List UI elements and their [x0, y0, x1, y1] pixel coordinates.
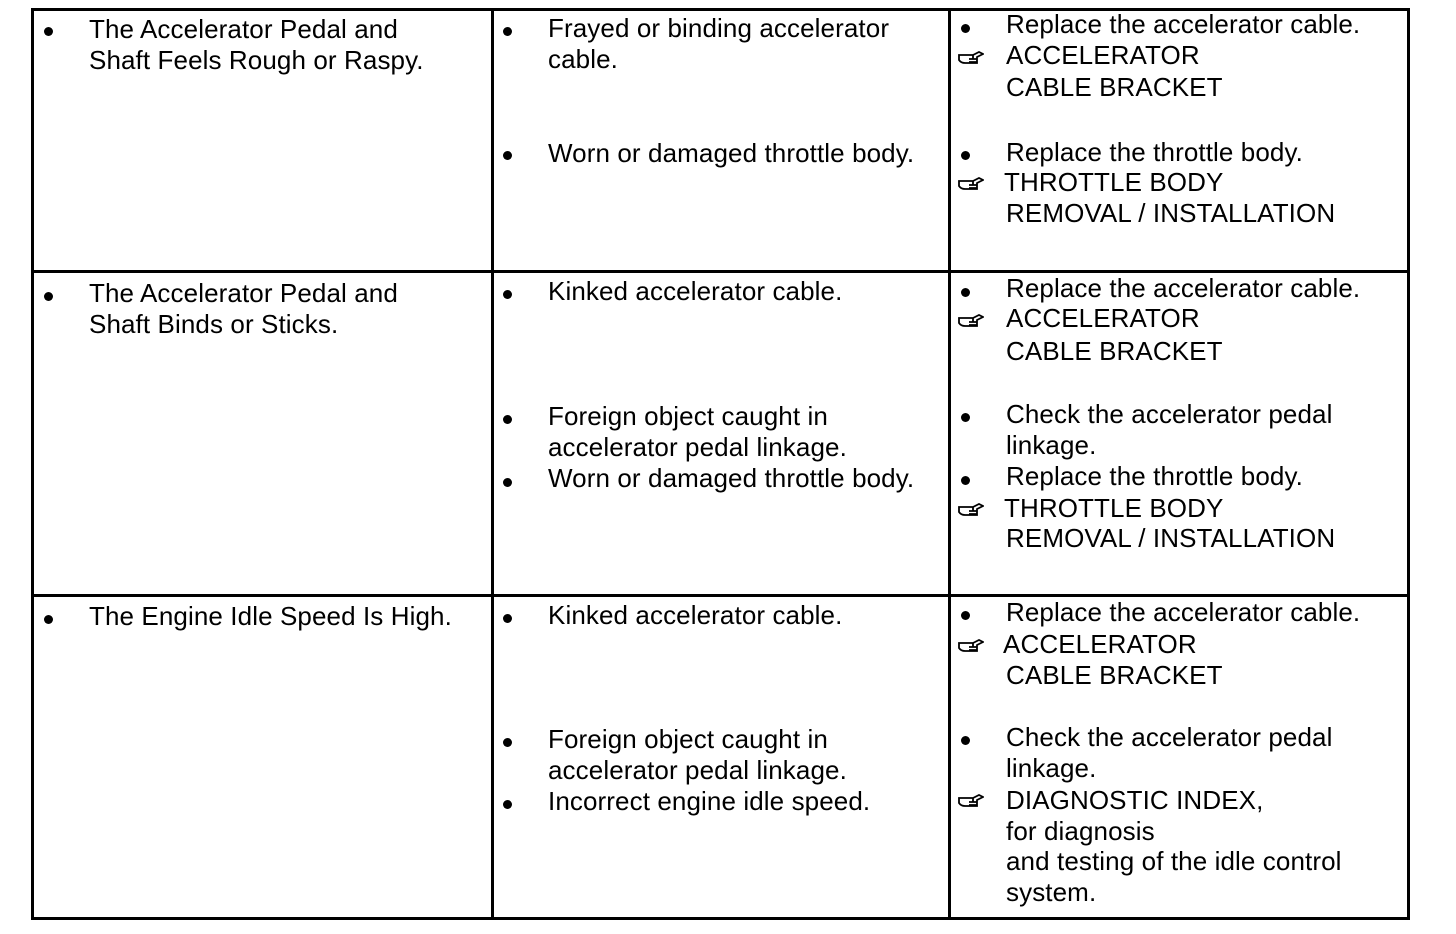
reference-text: CABLE BRACKET	[1006, 72, 1223, 102]
bullet-icon	[961, 736, 970, 745]
bullet-icon	[503, 478, 512, 487]
bullet-icon	[503, 151, 512, 160]
symptom-text: Shaft Feels Rough or Raspy.	[89, 45, 424, 75]
symptom-text: Shaft Binds or Sticks.	[89, 309, 339, 339]
symptom-text: The Accelerator Pedal and	[89, 278, 398, 308]
reference-text: CABLE BRACKET	[1006, 660, 1223, 690]
action-text: linkage.	[1006, 430, 1097, 460]
cause-text: Kinked accelerator cable.	[548, 276, 843, 306]
symptom-text: The Engine Idle Speed Is High.	[89, 601, 452, 631]
cause-text: Foreign object caught in	[548, 724, 828, 754]
action-text: linkage.	[1006, 753, 1097, 783]
reference-text: REMOVAL / INSTALLATION	[1006, 198, 1336, 228]
action-text: Check the accelerator pedal	[1006, 399, 1333, 429]
action-text: Replace the accelerator cable.	[1006, 597, 1361, 627]
cause-text: Worn or damaged throttle body.	[548, 138, 915, 168]
reference-text: REMOVAL / INSTALLATION	[1006, 523, 1336, 553]
bullet-icon	[961, 151, 970, 160]
column-divider-2	[948, 8, 951, 920]
reference-text: ACCELERATOR	[1006, 303, 1200, 333]
bullet-icon	[44, 292, 53, 301]
column-divider-1	[491, 8, 494, 920]
bullet-icon	[961, 288, 970, 297]
bullet-icon	[961, 413, 970, 422]
cause-text: Kinked accelerator cable.	[548, 600, 843, 630]
pointing-hand-icon	[958, 794, 984, 808]
cause-text: cable.	[548, 44, 618, 74]
cause-text: Foreign object caught in	[548, 401, 828, 431]
reference-text: for diagnosis	[1006, 816, 1155, 846]
reference-text: ACCELERATOR	[1006, 40, 1200, 70]
cause-text: Worn or damaged throttle body.	[548, 463, 915, 493]
bullet-icon	[503, 415, 512, 424]
cause-text: Frayed or binding accelerator	[548, 13, 890, 43]
bullet-icon	[503, 290, 512, 299]
action-text: Replace the accelerator cable.	[1006, 9, 1361, 39]
reference-text: ACCELERATOR	[1003, 629, 1197, 659]
bullet-icon	[961, 611, 970, 620]
pointing-hand-icon	[958, 177, 984, 191]
pointing-hand-icon	[958, 639, 984, 653]
bullet-icon	[44, 615, 53, 624]
cause-text: Incorrect engine idle speed.	[548, 786, 871, 816]
pointing-hand-icon	[958, 51, 984, 65]
reference-text: THROTTLE BODY	[1004, 493, 1224, 523]
action-text: Replace the throttle body.	[1006, 461, 1303, 491]
pointing-hand-icon	[958, 314, 984, 328]
symptom-text: The Accelerator Pedal and	[89, 14, 398, 44]
reference-text: CABLE BRACKET	[1006, 336, 1223, 366]
bullet-icon	[44, 27, 53, 36]
bullet-icon	[503, 738, 512, 747]
action-text: Check the accelerator pedal	[1006, 722, 1333, 752]
reference-text: system.	[1006, 877, 1097, 907]
action-text: Replace the throttle body.	[1006, 137, 1303, 167]
action-text: Replace the accelerator cable.	[1006, 273, 1361, 303]
cause-text: accelerator pedal linkage.	[548, 432, 847, 462]
bullet-icon	[961, 24, 970, 33]
bullet-icon	[961, 476, 970, 485]
reference-text: and testing of the idle control	[1006, 846, 1342, 876]
cause-text: accelerator pedal linkage.	[548, 755, 847, 785]
bullet-icon	[503, 27, 512, 36]
bullet-icon	[503, 800, 512, 809]
bullet-icon	[503, 614, 512, 623]
reference-text: THROTTLE BODY	[1004, 167, 1224, 197]
pointing-hand-icon	[958, 503, 984, 517]
reference-text: DIAGNOSTIC INDEX,	[1006, 785, 1264, 815]
